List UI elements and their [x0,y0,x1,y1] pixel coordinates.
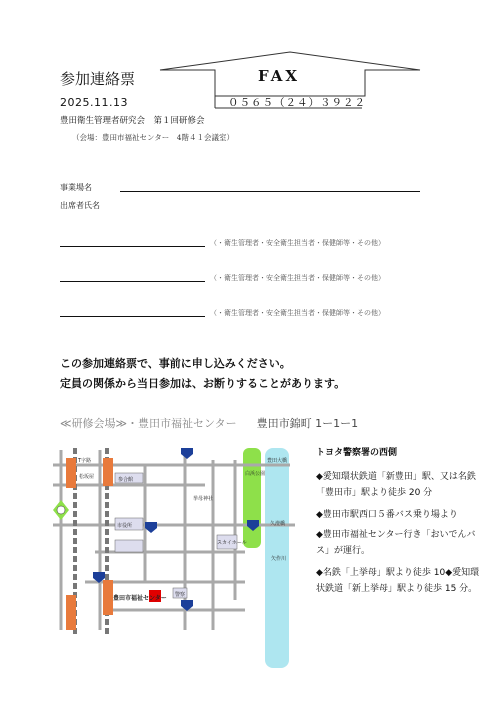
attendee-field-2[interactable] [60,281,205,282]
fax-number: ０５６５（２４）３９２２ [228,97,366,109]
venue-heading-text: ≪研修会場≫・豊田市福祉センター [60,417,237,430]
direction-item-2: ◆豊田市駅西口５番バス乗り場より [316,510,458,520]
shinkamikoromo-station-marker [103,580,113,615]
map-label-shrine: 挙母神社 [193,496,214,502]
fax-label: FAX [258,67,301,85]
kamikoromo-station-marker [66,595,76,630]
shirahama-park [243,448,261,548]
map-label-kudo: 久澄橋 [270,521,286,527]
map-label-t-junction: T字路 [78,458,92,464]
map-label-welfare: 豊田市福祉センター [113,595,167,602]
venue-address: 豊田市錦町 1ー1ー1 [256,417,359,430]
venue-heading [60,415,358,431]
role-options-2: （・衛生管理者・安全衛生担当者・保健師等・その他） [210,274,385,282]
attendee-field-3[interactable] [60,316,205,317]
compass-icon [53,500,69,520]
directions-title: トヨタ警察署の西側 [316,448,398,458]
map-label-shirahama: 白浜公園 [245,471,266,477]
direction-item-3: ◆豊田市福祉センター行き「おいでんバス」が運行。 [316,530,476,556]
toyota-station-marker [66,458,76,488]
direction-item-1: ◆愛知環状鉄道「新豊田」駅、又は名鉄「豊田市」駅より徒歩 20 分 [316,472,476,498]
map-label-yahagi: 矢作川 [271,556,287,562]
form-title: 参加連絡票 [60,70,136,88]
notice-line-2: 定員の関係から当日参加は、お断りすることがあります。 [60,377,346,390]
event-date: 2025.11.13 [60,96,128,109]
venue-note: （会場：豊田市福祉センター 4階４１会議室） [72,133,234,142]
attendee-name-label: 出席者氏名 [60,201,100,210]
map-label-toyota-bridge: 豊田大橋 [267,458,288,464]
map-label-city-hall: 市役所 [117,523,133,529]
office-name-label: 事業場名 [60,183,92,192]
map-label-matsuzakaya: 松坂屋 [79,474,95,480]
attendee-field-1[interactable] [60,246,205,247]
notice-line-1: この参加連絡票で、事前に申し込みください。 [60,357,291,370]
direction-item-4: ◆名鉄「上挙母」駅より徒歩 10◆愛知環状鉄道「新上挙母」駅より徒歩 15 分。 [316,568,480,594]
city-office-building [115,540,143,552]
map-label-sango: 参合館 [118,477,134,483]
role-options-1: （・衛生管理者・安全衛生担当者・保健師等・その他） [210,239,385,247]
organizer-line: 豊田衛生管理者研究会 第１回研修会 [60,116,205,126]
map-label-police: 警察 [175,592,186,598]
venue-map [45,440,310,670]
shintoyota-station-marker [103,458,113,486]
role-options-3: （・衛生管理者・安全衛生担当者・保健師等・その他） [210,309,385,317]
office-name-field[interactable] [120,191,420,192]
map-label-sky-hall: スカイホール [217,540,247,546]
